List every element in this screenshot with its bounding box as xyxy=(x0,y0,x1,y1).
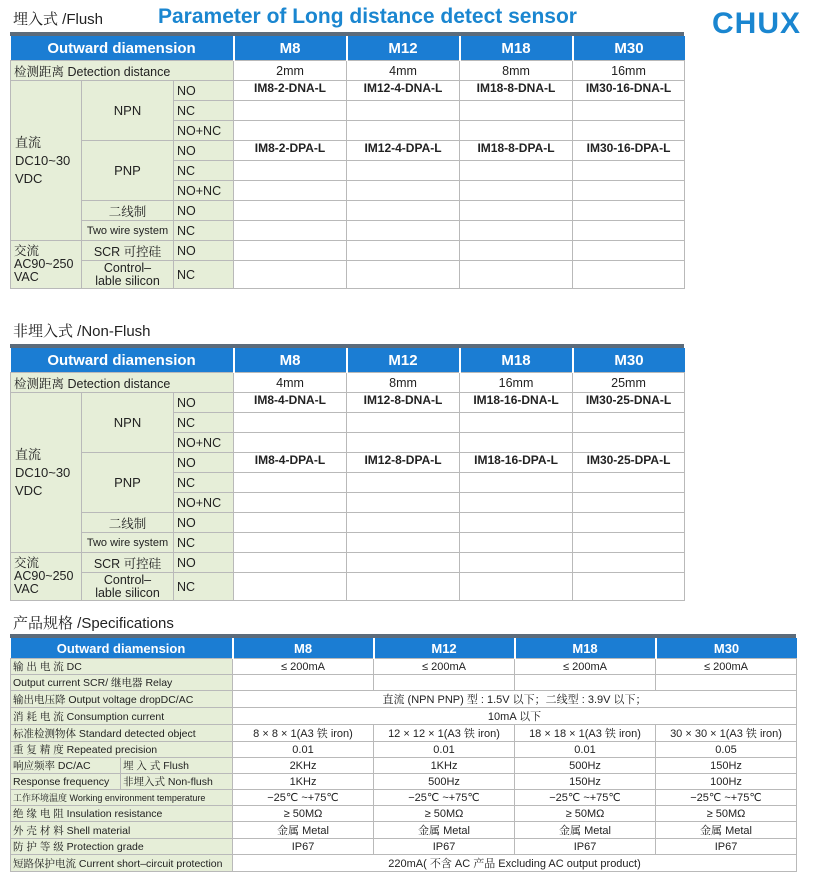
protection-label: 防 护 等 级 Protection grade xyxy=(11,839,233,855)
spec-value: 0.01 xyxy=(233,742,374,758)
spec-value: 500Hz xyxy=(374,774,515,790)
model-npn-m18: IM18-16-DNA-L xyxy=(460,393,573,413)
two-wire-en-label: Two wire system xyxy=(82,221,174,241)
spec-value: 150Hz xyxy=(656,758,797,774)
spec-value: 1KHz xyxy=(374,758,515,774)
short-circuit-label: 短路保护电流 Current short–circuit protection xyxy=(11,855,233,872)
distance-m18: 16mm xyxy=(460,373,573,393)
consumption-value: 10mA 以下 xyxy=(233,708,797,725)
main-title: Parameter of Long distance detect sensor xyxy=(158,5,577,28)
model-npn-m8: IM8-4-DNA-L xyxy=(234,393,347,413)
header-m12: M12 xyxy=(347,36,460,61)
scr-en-label: Control– lable silicon xyxy=(82,261,174,289)
detection-distance-label: 检测距离 Detection distance xyxy=(11,61,234,81)
specs-table xyxy=(10,638,797,872)
header-m18: M18 xyxy=(460,348,573,373)
output-no: NO xyxy=(174,393,234,413)
output-no: NO xyxy=(174,81,234,101)
spec-value: 金属 Metal xyxy=(656,822,797,839)
model-npn-m12: IM12-8-DNA-L xyxy=(347,393,460,413)
model-pnp-m30: IM30-16-DPA-L xyxy=(573,141,685,161)
output-nonc: NO+NC xyxy=(174,121,234,141)
spec-value: 0.01 xyxy=(374,742,515,758)
spec-value: −25℃ ~+75℃ xyxy=(374,790,515,806)
voltage-drop-value: 直流 (NPN PNP) 型 : 1.5V 以下；二线型 : 3.9V 以下； xyxy=(233,691,797,708)
scr-cn-label: SCR 可控硅 xyxy=(82,241,174,261)
distance-m18: 8mm xyxy=(460,61,573,81)
output-no: NO xyxy=(174,553,234,573)
header-m12: M12 xyxy=(347,348,460,373)
output-nc: NC xyxy=(174,161,234,181)
brand-logo: CHUX xyxy=(712,7,802,40)
npn-label: NPN xyxy=(82,81,174,141)
spec-value: 150Hz xyxy=(515,774,656,790)
output-nc: NC xyxy=(174,221,234,241)
npn-label: NPN xyxy=(82,393,174,453)
output-no: NO xyxy=(174,201,234,221)
output-nc: NC xyxy=(174,261,234,289)
freq-label-bottom: Response frequency xyxy=(11,774,121,790)
spec-value: 500Hz xyxy=(515,758,656,774)
consumption-label: 消 耗 电 流 Consumption current xyxy=(11,708,233,725)
dc-supply-label: 直流 DC10~30 VDC xyxy=(11,393,82,553)
relay-label: Output current SCR/ 继电器 Relay xyxy=(11,675,233,691)
freq-nonflush-label: 非埋入式 Non-flush xyxy=(121,774,233,790)
spec-value: 2KHz xyxy=(233,758,374,774)
distance-m12: 8mm xyxy=(347,373,460,393)
model-npn-m18: IM18-8-DNA-L xyxy=(460,81,573,101)
output-no: NO xyxy=(174,141,234,161)
spec-value: −25℃ ~+75℃ xyxy=(515,790,656,806)
dc-supply-label: 直流 DC10~30 VDC xyxy=(11,81,82,241)
shell-label: 外 壳 材 料 Shell material xyxy=(11,822,233,839)
output-nonc: NO+NC xyxy=(174,493,234,513)
spec-value: 18 × 18 × 1(A3 铁 iron) xyxy=(515,725,656,742)
nonflush-table xyxy=(10,348,685,601)
output-nonc: NO+NC xyxy=(174,181,234,201)
output-no: NO xyxy=(174,513,234,533)
spec-value: −25℃ ~+75℃ xyxy=(233,790,374,806)
header-m8: M8 xyxy=(234,36,347,61)
output-current-label: 输 出 电 流 DC xyxy=(11,659,233,675)
header-m30: M30 xyxy=(573,348,685,373)
spec-value: ≥ 50MΩ xyxy=(656,806,797,822)
spec-value: 100Hz xyxy=(656,774,797,790)
model-pnp-m18: IM18-16-DPA-L xyxy=(460,453,573,473)
short-circuit-value: 220mA( 不含 AC 产品 Excluding AC output product) xyxy=(233,855,797,872)
spec-value: 金属 Metal xyxy=(233,822,374,839)
spec-value: 0.01 xyxy=(515,742,656,758)
two-wire-en-label: Two wire system xyxy=(82,533,174,553)
output-no: NO xyxy=(174,453,234,473)
spec-value: 金属 Metal xyxy=(374,822,515,839)
header-outward: Outward diamension xyxy=(11,348,234,373)
header-m12: M12 xyxy=(374,638,515,659)
model-npn-m30: IM30-16-DNA-L xyxy=(573,81,685,101)
spec-value: ≥ 50MΩ xyxy=(374,806,515,822)
header-m8: M8 xyxy=(234,348,347,373)
pnp-label: PNP xyxy=(82,141,174,201)
model-pnp-m12: IM12-4-DPA-L xyxy=(347,141,460,161)
spec-value: 金属 Metal xyxy=(515,822,656,839)
model-npn-m12: IM12-4-DNA-L xyxy=(347,81,460,101)
nonflush-section-title: 非埋入式 /Non-Flush xyxy=(13,323,151,340)
distance-m30: 25mm xyxy=(573,373,685,393)
model-pnp-m8: IM8-2-DPA-L xyxy=(234,141,347,161)
distance-m12: 4mm xyxy=(347,61,460,81)
std-object-label: 标准检测物体 Standard detected object xyxy=(11,725,233,742)
header-m30: M30 xyxy=(656,638,797,659)
distance-m8: 2mm xyxy=(234,61,347,81)
ac-supply-label: 交流 AC90~250 VAC xyxy=(11,553,82,601)
freq-label-top: 响应频率 DC/AC xyxy=(11,758,121,774)
model-pnp-m12: IM12-8-DPA-L xyxy=(347,453,460,473)
spec-value: IP67 xyxy=(656,839,797,855)
scr-en-label: Control– lable silicon xyxy=(82,573,174,601)
model-pnp-m8: IM8-4-DPA-L xyxy=(234,453,347,473)
spec-value: 1KHz xyxy=(233,774,374,790)
output-nc: NC xyxy=(174,473,234,493)
spec-value: ≥ 50MΩ xyxy=(233,806,374,822)
precision-label: 重 复 精 度 Repeated precision xyxy=(11,742,233,758)
model-pnp-m18: IM18-8-DPA-L xyxy=(460,141,573,161)
scr-cn-label: SCR 可控硅 xyxy=(82,553,174,573)
output-nc: NC xyxy=(174,533,234,553)
spec-value: 30 × 30 × 1(A3 铁 iron) xyxy=(656,725,797,742)
spec-value: IP67 xyxy=(233,839,374,855)
model-npn-m8: IM8-2-DNA-L xyxy=(234,81,347,101)
freq-flush-label: 埋 入 式 Flush xyxy=(121,758,233,774)
two-wire-cn-label: 二线制 xyxy=(82,513,174,533)
flush-table xyxy=(10,36,685,289)
spec-value: 12 × 12 × 1(A3 铁 iron) xyxy=(374,725,515,742)
output-nc: NC xyxy=(174,573,234,601)
header-m30: M30 xyxy=(573,36,685,61)
header-outward: Outward diamension xyxy=(11,638,233,659)
voltage-drop-label: 输出电压降 Output voltage dropDC/AC xyxy=(11,691,233,708)
header-m18: M18 xyxy=(460,36,573,61)
distance-m30: 16mm xyxy=(573,61,685,81)
pnp-label: PNP xyxy=(82,453,174,513)
header-m18: M18 xyxy=(515,638,656,659)
spec-value: 8 × 8 × 1(A3 铁 iron) xyxy=(233,725,374,742)
output-nc: NC xyxy=(174,101,234,121)
output-nonc: NO+NC xyxy=(174,433,234,453)
spec-value: −25℃ ~+75℃ xyxy=(656,790,797,806)
spec-value: ≤ 200mA xyxy=(374,659,515,675)
flush-section-title: 埋入式 /Flush xyxy=(13,11,104,28)
spec-value: ≤ 200mA xyxy=(515,659,656,675)
spec-value: IP67 xyxy=(374,839,515,855)
spec-value: 0.05 xyxy=(656,742,797,758)
spec-value: ≤ 200mA xyxy=(656,659,797,675)
specs-section-title: 产品规格 /Specifications xyxy=(13,615,174,632)
header-m8: M8 xyxy=(233,638,374,659)
spec-value: IP67 xyxy=(515,839,656,855)
distance-m8: 4mm xyxy=(234,373,347,393)
detection-distance-label: 检测距离 Detection distance xyxy=(11,373,234,393)
output-nc: NC xyxy=(174,413,234,433)
temp-label: 工作环境温度 Working environment temperature xyxy=(11,790,233,806)
output-no: NO xyxy=(174,241,234,261)
header-outward: Outward diamension xyxy=(11,36,234,61)
spec-value: ≤ 200mA xyxy=(233,659,374,675)
model-pnp-m30: IM30-25-DPA-L xyxy=(573,453,685,473)
spec-value: ≥ 50MΩ xyxy=(515,806,656,822)
two-wire-cn-label: 二线制 xyxy=(82,201,174,221)
model-npn-m30: IM30-25-DNA-L xyxy=(573,393,685,413)
insulation-label: 绝 缘 电 阻 Insulation resistance xyxy=(11,806,233,822)
ac-supply-label: 交流 AC90~250 VAC xyxy=(11,241,82,289)
